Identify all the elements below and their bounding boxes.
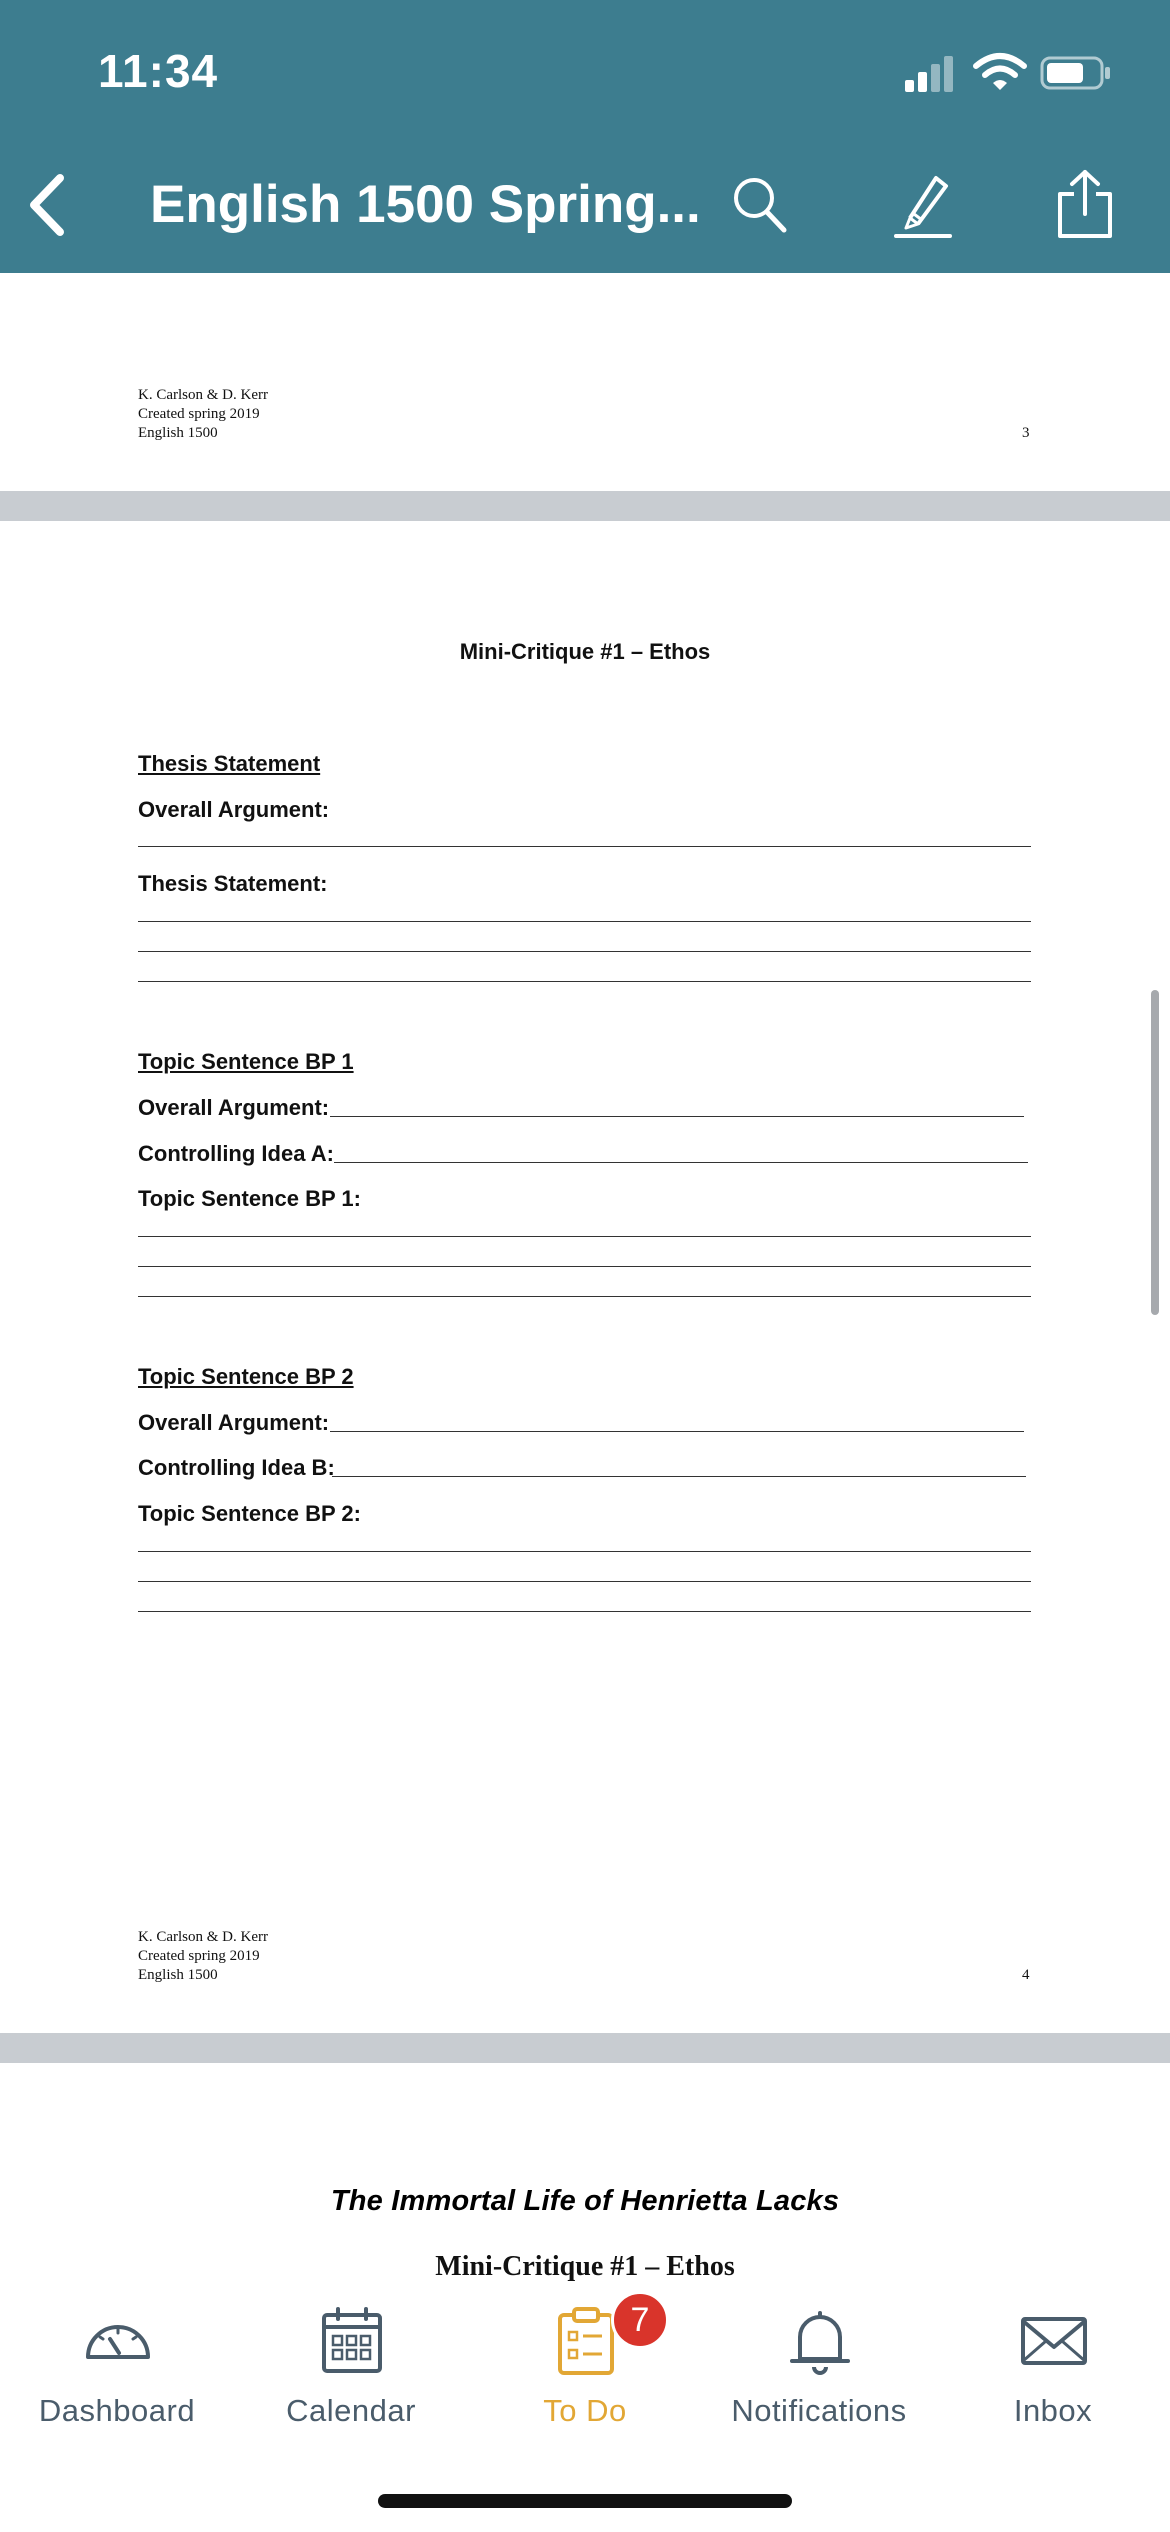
footer-line: K. Carlson & D. Kerr — [138, 387, 268, 403]
tab-dashboard[interactable] — [0, 2285, 234, 2465]
footer-line: Created spring 2019 — [138, 406, 260, 422]
highlighter-icon[interactable] — [888, 168, 958, 240]
section-bp1-title: Topic Sentence BP 1 — [138, 1049, 354, 1074]
answer-line[interactable] — [138, 981, 1031, 982]
tab-label: Inbox — [1013, 2393, 1093, 2428]
mail-icon — [1018, 2305, 1090, 2377]
section-thesis-title: Thesis Statement — [138, 751, 321, 776]
bell-icon — [784, 2305, 856, 2377]
search-icon[interactable] — [726, 168, 796, 240]
bp1-overall-argument-label: Overall Argument: — [138, 1095, 330, 1120]
footer-line: English 1500 — [138, 1967, 218, 1983]
answer-line[interactable] — [138, 1236, 1031, 1237]
answer-line[interactable] — [138, 1581, 1031, 1582]
worksheet-heading: Mini-Critique #1 – Ethos — [459, 639, 711, 664]
page5-heading: Mini-Critique #1 – Ethos — [435, 2251, 735, 2282]
answer-line[interactable] — [138, 1551, 1031, 1552]
book-title: The Immortal Life of Henrietta Lacks — [330, 2185, 840, 2217]
tab-label: To Do — [543, 2393, 627, 2428]
answer-line[interactable] — [330, 1116, 1024, 1117]
status-time: 11:34 — [98, 45, 219, 97]
page-separator — [0, 2033, 1170, 2063]
page-title: English 1500 Spring... — [150, 175, 701, 234]
app-header — [0, 0, 1170, 273]
answer-line[interactable] — [138, 846, 1031, 847]
answer-line[interactable] — [138, 1611, 1031, 1612]
footer-line: K. Carlson & D. Kerr — [138, 1929, 268, 1945]
page4-footer-credits — [138, 1928, 268, 1985]
page-separator — [0, 491, 1170, 521]
answer-line[interactable] — [138, 1296, 1031, 1297]
home-indicator[interactable] — [378, 2494, 792, 2508]
battery-icon — [1040, 55, 1112, 91]
answer-line[interactable] — [138, 921, 1031, 922]
dashboard-gauge-icon — [82, 2305, 154, 2377]
share-icon[interactable] — [1050, 168, 1120, 240]
wifi-icon — [972, 52, 1028, 92]
footer-line: Created spring 2019 — [138, 1948, 260, 1964]
page4-number: 4 — [1022, 1967, 1030, 1983]
tab-label: Calendar — [286, 2393, 416, 2428]
tab-inbox[interactable] — [936, 2285, 1170, 2465]
answer-line[interactable] — [332, 1476, 1026, 1477]
tab-label: Notifications — [731, 2393, 907, 2428]
pdf-viewer[interactable] — [0, 273, 1170, 2300]
controlling-idea-b-label: Controlling Idea B: — [138, 1455, 335, 1480]
topic-sentence-bp2-label: Topic Sentence BP 2: — [138, 1501, 361, 1526]
controlling-idea-a-label: Controlling Idea A: — [138, 1141, 334, 1166]
tab-label: Dashboard — [38, 2393, 196, 2428]
tab-notifications[interactable] — [702, 2285, 936, 2465]
tab-calendar[interactable] — [234, 2285, 468, 2465]
section-bp2-title: Topic Sentence BP 2 — [138, 1364, 354, 1389]
calendar-icon — [316, 2305, 388, 2377]
topic-sentence-bp1-label: Topic Sentence BP 1: — [138, 1186, 361, 1211]
todo-count-badge: 7 — [611, 2291, 669, 2349]
bp2-overall-argument-label: Overall Argument: — [138, 1410, 330, 1435]
page3-number: 3 — [1022, 425, 1030, 441]
answer-line[interactable] — [330, 1431, 1024, 1432]
thesis-statement-label: Thesis Statement: — [138, 871, 328, 896]
back-chevron-icon[interactable] — [22, 170, 72, 240]
answer-line[interactable] — [138, 1266, 1031, 1267]
scrollbar-thumb[interactable] — [1151, 990, 1159, 1315]
cellular-signal-icon — [905, 56, 955, 92]
answer-line[interactable] — [334, 1162, 1028, 1163]
page3-footer-credits — [138, 386, 268, 443]
answer-line[interactable] — [138, 951, 1031, 952]
overall-argument-label: Overall Argument: — [138, 797, 330, 822]
tab-todo[interactable] — [468, 2285, 702, 2465]
footer-line: English 1500 — [138, 425, 218, 441]
